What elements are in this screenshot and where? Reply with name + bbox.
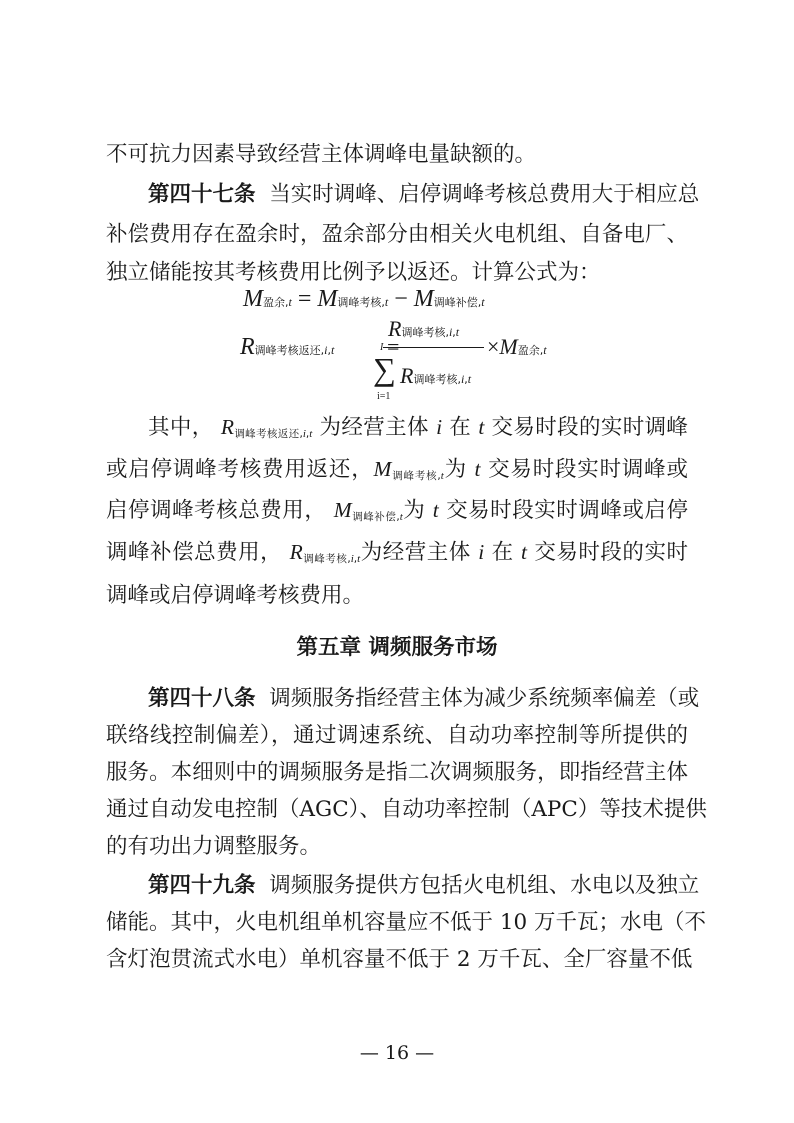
where-line-5: 调峰或启停调峰考核费用。 bbox=[106, 583, 365, 608]
chapter-heading: 第五章 调频服务市场 bbox=[296, 635, 498, 660]
article-48-label: 第四十八条 bbox=[148, 686, 256, 711]
where-line-3: 启停调峰考核总费用， M调峰补偿,t为 t 交易时段实时调峰或启停 bbox=[106, 498, 688, 523]
formula-surplus: M盈余,t = M调峰考核,t − M调峰补偿,t bbox=[243, 286, 485, 312]
body-text-line: 联络线控制偏差），通过调速系统、自动功率控制等所提供的 bbox=[106, 723, 688, 748]
body-text-line: 的有功出力调整服务。 bbox=[106, 834, 322, 859]
sum-upper-limit: I bbox=[380, 342, 384, 353]
body-text-line: 含灯泡贯流式水电）单机容量不低于 2 万千瓦、全厂容量不低 bbox=[106, 947, 693, 972]
article-47-label: 第四十七条 bbox=[148, 182, 256, 207]
article-47-text: 当实时调峰、启停调峰考核总费用大于相应总 bbox=[269, 182, 700, 207]
body-text-line: 不可抗力因素导致经营主体调峰电量缺额的。 bbox=[106, 142, 537, 167]
formula-return-lhs: R调峰考核返还,i,t bbox=[240, 334, 335, 360]
body-text-line: 服务。本细则中的调频服务是指二次调频服务，即指经营主体 bbox=[106, 760, 688, 785]
body-text-line: 独立储能按其考核费用比例予以返还。计算公式为： bbox=[106, 260, 601, 285]
fraction-bar bbox=[383, 347, 484, 348]
formula-denominator: R调峰考核,i,t bbox=[400, 363, 472, 388]
where-line-1: 其中， R调峰考核返还,i,t 为经营主体 i 在 t 交易时段的实时调峰 bbox=[148, 415, 688, 440]
article-49-label: 第四十九条 bbox=[148, 873, 256, 898]
body-text-line: 储能。其中，火电机组单机容量应不低于 10 万千瓦；水电（不 bbox=[106, 910, 707, 935]
body-text-line: 补偿费用存在盈余时，盈余部分由相关火电机组、自备电厂、 bbox=[106, 222, 688, 247]
body-text-line: 通过自动发电控制（AGC）、自动功率控制（APC）等技术提供 bbox=[106, 797, 707, 822]
sum-lower-limit: i=1 bbox=[377, 391, 391, 402]
article-47-first-line bbox=[148, 180, 700, 210]
where-line-4: 调峰补偿总费用， R调峰考核,i,t为经营主体 i 在 t 交易时段的实时 bbox=[106, 540, 688, 565]
article-49-text: 调频服务提供方包括火电机组、水电以及独立 bbox=[269, 873, 700, 898]
formula-numerator: R调峰考核,i,t bbox=[388, 316, 460, 341]
page-number: — 16 — bbox=[359, 1042, 435, 1064]
formula-rhs: ×M盈余,t bbox=[487, 334, 547, 359]
where-line-2: 或启停调峰考核费用返还，M调峰考核,t为 t 交易时段实时调峰或 bbox=[106, 457, 688, 482]
article-48-text: 调频服务指经营主体为减少系统频率偏差（或 bbox=[269, 686, 700, 711]
article-48-first-line bbox=[148, 684, 700, 714]
article-49-first-line bbox=[148, 871, 700, 901]
sum-symbol: ∑ bbox=[373, 351, 396, 387]
